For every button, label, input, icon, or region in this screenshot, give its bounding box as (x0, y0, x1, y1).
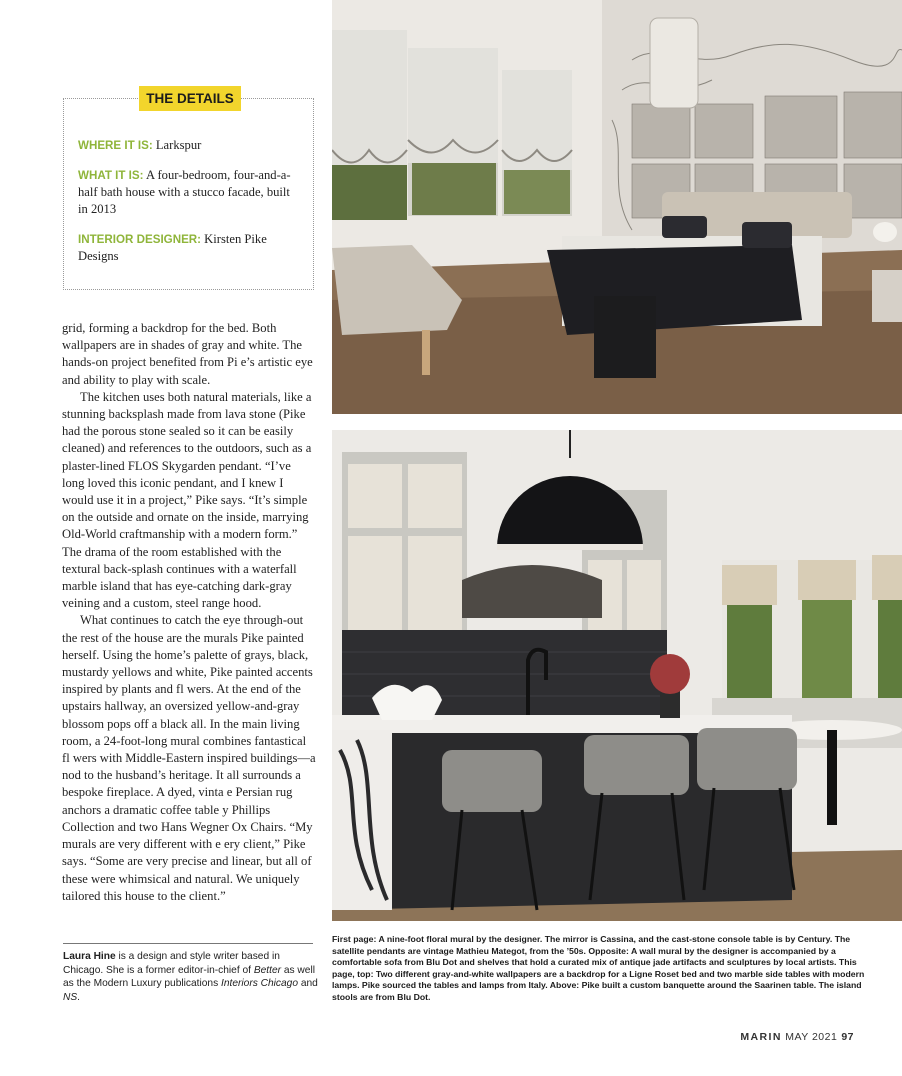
detail-where (78, 137, 300, 154)
author-bio (63, 950, 321, 1004)
bio-publication: Better (253, 964, 282, 976)
bio-text: . (77, 991, 80, 1003)
detail-what-value: A four-bedroom, four-and-a-half bath house with a stucco facade, built in 2013 (78, 168, 291, 216)
detail-where-value: Larkspur (152, 138, 202, 152)
bio-text: and (298, 978, 318, 990)
bio-publication: Interiors Chicago (221, 978, 299, 990)
article-paragraph: What continues to catch the eye through-out the rest of the house are the murals Pike painted herself. Using the home’s palette of grays, black, mustardy yellows and white, Pike painted accents inspired by plants and fl wers. At the end of the upstairs hallway, an oversized yellow-and-gray blossom pops off a black all. In the main living room, a 24-foot-long mural combines fantastical fl wers with Middle-Eastern inspired buildings—a nod to the husband’s heritage. It all surrounds a bespoke fireplace. A dyed, vinta e Persian rug anchors a dramatic coffee table y Phillips Collection and two Hans Wegner Ox Chairs. “My murals are very different with e ery client,” Pike says. “Some are very precise and linear, but all of these were whimsical and natural. We uniquely tailored this house to the client.” (62, 613, 316, 903)
bio-text: as well as the Modern Luxury publications (63, 964, 315, 990)
detail-designer (78, 231, 300, 265)
author-name: Laura Hine (63, 951, 116, 962)
bio-divider (63, 943, 313, 944)
detail-what (78, 167, 300, 218)
page-folio (740, 1031, 854, 1043)
photo-caption: First page: A nine-foot floral mural by the designer. The mirror is Cassina, and the cast-stone console table is by Century. The satellite pendants are vintage Mathieu Mategot, from the ’50s. Opposite: A wall mural by the designer is accompanied by a comfortable sofa from Blu Dot and shelves that hold a curated mix of antique jade artifacts and sculptures by local artists. This page, top: Two different gray-and-white wallpapers are a backdrop for a Ligne Roset bed and two marble side tables with modern lamps. Pike sourced the tables and lamps from Italy. Above: Pike built a custom banquette around the Saarinen table. The island stools are from Blu Dot. (332, 934, 865, 1002)
bedroom-photo (332, 0, 902, 414)
detail-designer-value: Kirsten Pike Designs (78, 232, 267, 263)
detail-where-label: WHERE IT IS: (78, 139, 153, 152)
article-paragraph: grid, forming a backdrop for the bed. Both wallpapers are in shades of gray and white. The hands-on project benefited from Pi e’s artistic eye and ability to play with scale. (62, 321, 313, 387)
bio-text: is a design and style writer based in Chicago. She is a former editor-in-chief of (63, 951, 280, 976)
detail-what-label: WHAT IT IS: (78, 169, 144, 182)
bio-publication: NS (63, 991, 78, 1003)
magazine-name: MARIN (740, 1031, 782, 1043)
article-paragraph: The kitchen uses both natural materials, like a stunning backsplash made from lava stone (Pike had the porous stone sealed so it can be easily cleaned) and references to the outdoors, such as a plaster-lined FLOS Skygarden pendant. “I’ve long loved this iconic pendant, and I knew I would use it in a project,” Pike says. “It’s simple on the outside and ornate on the inside, marrying Old-World craftmanship with a modern form.” The drama of the room established with the textural back-splash continues with a waterfall marble island that has eye-catching dark-gray veining and a custom, steel range hood. (62, 389, 312, 611)
issue-date: MAY 2021 (785, 1031, 838, 1043)
article-body (62, 320, 316, 905)
details-heading: THE DETAILS (139, 86, 241, 111)
page-number: 97 (841, 1031, 854, 1043)
detail-designer-label: INTERIOR DESIGNER: (78, 233, 202, 246)
kitchen-photo (332, 430, 902, 921)
